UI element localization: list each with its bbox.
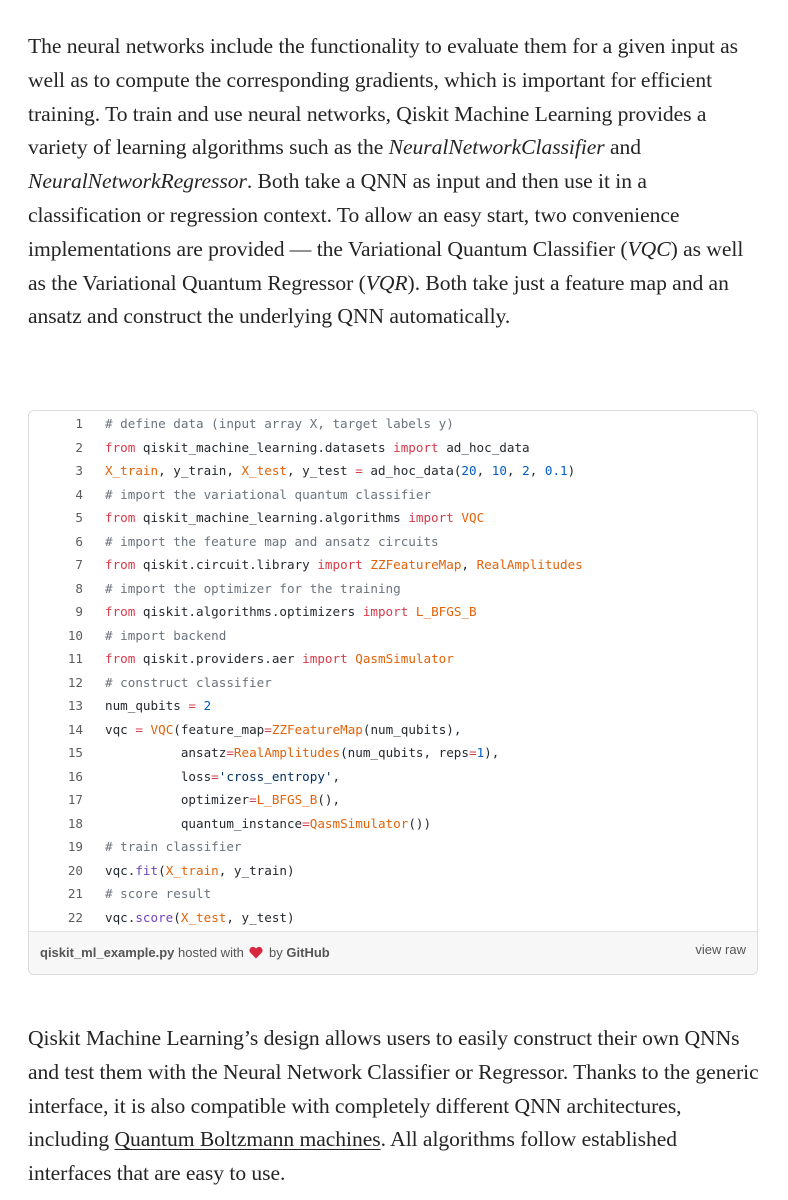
- code-token: (num_qubits, reps: [340, 745, 469, 760]
- code-token: ,: [506, 463, 523, 478]
- code-line: [29, 671, 757, 695]
- code-token: ),: [484, 745, 500, 760]
- code-token: ad_hoc_data: [438, 439, 530, 455]
- code-line: [29, 906, 757, 930]
- code-text: [105, 694, 211, 718]
- code-token: (),: [317, 792, 341, 807]
- code-token: X_test: [241, 463, 287, 478]
- line-number[interactable]: 17: [67, 792, 83, 807]
- paragraph1-segment: NeuralNetworkRegressor: [28, 169, 247, 194]
- code-token: =: [468, 745, 477, 760]
- code-token: =: [302, 815, 310, 831]
- line-number[interactable]: 6: [75, 533, 83, 549]
- paragraph2-segment: . All algorithms follow established interfaces that are easy to use.: [28, 1127, 677, 1186]
- code-token: =: [135, 721, 143, 737]
- line-number[interactable]: 14: [67, 721, 83, 737]
- code-token: # import the variational quantum classifier: [105, 486, 432, 502]
- paragraph1-segment: VQR: [365, 270, 408, 295]
- code-text: [105, 553, 583, 577]
- github-link[interactable]: GitHub: [286, 945, 330, 960]
- code-token: (num_qubits),: [362, 721, 462, 737]
- code-token: [408, 604, 416, 619]
- code-token: loss: [105, 768, 212, 784]
- code-token: import: [408, 510, 454, 525]
- code-text: [105, 459, 575, 483]
- line-number[interactable]: 7: [75, 557, 83, 572]
- code-token: from: [105, 604, 136, 619]
- line-number[interactable]: 10: [67, 627, 83, 643]
- code-token: =: [188, 698, 196, 713]
- code-line: [29, 741, 757, 765]
- code-token: num_qubits: [105, 698, 189, 713]
- code-token: ansatz: [105, 745, 227, 760]
- code-token: from: [105, 439, 136, 455]
- code-token: 20: [461, 463, 477, 478]
- code-line: [29, 624, 757, 648]
- code-token: L_BFGS_B: [415, 604, 477, 619]
- code-text: [105, 624, 226, 648]
- line-number[interactable]: 18: [67, 815, 83, 831]
- code-token: import: [317, 557, 363, 572]
- paragraph1-segment: ). Both take just a feature map and an ansatz and construct the underlying QNN automatically.: [28, 270, 729, 329]
- intro-paragraph: [28, 30, 763, 334]
- code-token: [143, 722, 151, 737]
- code-text: [105, 718, 461, 742]
- code-text: [105, 788, 340, 812]
- code-token: qiskit.algorithms.optimizers: [135, 604, 363, 619]
- code-line: [29, 436, 757, 460]
- code-token: , y_train,: [158, 463, 242, 478]
- code-text: [105, 506, 484, 530]
- code-token: fit: [135, 862, 159, 878]
- code-line: [29, 835, 757, 859]
- gist-hosted-with-text: hosted with: [178, 945, 244, 960]
- code-token: 'cross_entropy': [218, 768, 333, 784]
- code-token: RealAmplitudes: [233, 745, 341, 760]
- code-token: import: [393, 439, 439, 455]
- code-token: =: [226, 745, 234, 760]
- code-line: [29, 600, 757, 624]
- line-number[interactable]: 11: [67, 651, 83, 666]
- gist-meta: [40, 944, 330, 964]
- code-token: RealAmplitudes: [476, 557, 583, 572]
- code-token: L_BFGS_B: [256, 792, 318, 807]
- heart-icon: [249, 946, 263, 964]
- code-token: ZZFeatureMap: [271, 721, 363, 737]
- code-token: vqc.: [105, 909, 136, 925]
- code-token: # import the optimizer for the training: [105, 580, 401, 596]
- code-token: optimizer: [105, 792, 250, 807]
- code-text: [105, 600, 477, 624]
- line-number[interactable]: 5: [75, 510, 83, 525]
- gist-code-area: [29, 411, 757, 932]
- code-text: [105, 577, 401, 601]
- code-line: [29, 718, 757, 742]
- code-token: (: [158, 862, 166, 878]
- code-line: [29, 553, 757, 577]
- github-gist-embed: [28, 410, 758, 975]
- code-token: =: [264, 721, 272, 737]
- code-token: ,: [461, 557, 477, 572]
- code-token: ,: [529, 463, 545, 478]
- line-number[interactable]: 12: [67, 674, 83, 690]
- code-token: VQC: [150, 721, 174, 737]
- code-text: [105, 765, 340, 789]
- code-token: qiskit.circuit.library: [135, 557, 318, 572]
- code-token: ()): [408, 815, 432, 831]
- code-text: [105, 671, 272, 695]
- code-line: [29, 577, 757, 601]
- code-text: [105, 835, 241, 859]
- line-number[interactable]: 1: [75, 416, 83, 431]
- paragraph1-segment: and: [604, 135, 642, 160]
- code-text: [105, 412, 454, 436]
- code-token: QasmSimulator: [309, 815, 409, 831]
- code-token: score: [135, 909, 174, 925]
- code-token: quantum_instance: [105, 815, 303, 831]
- line-number[interactable]: 19: [67, 839, 83, 854]
- code-text: [105, 906, 295, 930]
- code-token: from: [105, 557, 136, 572]
- code-line: [29, 459, 757, 483]
- line-number[interactable]: 16: [67, 768, 83, 784]
- code-token: # define data (input array X, target labels y): [105, 416, 454, 431]
- code-text: [105, 859, 295, 883]
- code-token: import: [362, 604, 409, 619]
- code-token: vqc: [105, 721, 136, 737]
- code-token: ): [567, 463, 576, 478]
- gist-footer: [29, 931, 757, 974]
- code-line: [29, 647, 757, 671]
- code-token: 1: [476, 745, 485, 760]
- code-token: QasmSimulator: [355, 651, 454, 666]
- line-number[interactable]: 2: [75, 439, 83, 455]
- code-token: 2: [522, 463, 530, 478]
- code-token: import: [302, 651, 348, 666]
- code-line: [29, 506, 757, 530]
- code-token: (: [173, 909, 181, 925]
- line-number[interactable]: 20: [67, 862, 83, 878]
- code-token: ZZFeatureMap: [370, 557, 462, 572]
- code-token: qiskit_machine_learning.datasets: [135, 439, 394, 455]
- code-line: [29, 483, 757, 507]
- code-line: [29, 859, 757, 883]
- line-number[interactable]: 13: [67, 698, 83, 713]
- code-line: [29, 412, 757, 436]
- code-token: , y_train): [218, 862, 295, 878]
- design-paragraph: [28, 1022, 763, 1191]
- code-token: VQC: [461, 510, 485, 525]
- code-token: # construct classifier: [105, 674, 272, 690]
- code-token: ,: [332, 768, 341, 784]
- code-token: 10: [491, 463, 507, 478]
- code-text: [105, 647, 454, 671]
- code-token: X_test: [180, 909, 227, 925]
- code-token: =: [355, 463, 363, 478]
- line-number[interactable]: 21: [67, 886, 83, 901]
- paragraph1-segment: . Both take a QNN as input and then use it in a classification or regression context. To allow an easy start, two convenience implementations are provided — the Variational Quantum Classifier (: [28, 169, 680, 261]
- paragraph1-segment: NeuralNetworkClassifier: [388, 135, 605, 160]
- code-line: [29, 530, 757, 554]
- code-token: , y_test): [226, 909, 295, 925]
- code-token: 2: [203, 698, 212, 713]
- code-text: [105, 741, 499, 765]
- code-token: =: [249, 792, 257, 807]
- code-token: (feature_map: [173, 721, 265, 737]
- code-token: X_train: [105, 463, 159, 478]
- paragraph1-segment: VQC: [627, 236, 671, 261]
- code-text: [105, 882, 211, 906]
- view-raw-link[interactable]: view raw: [695, 942, 746, 957]
- code-text: [105, 812, 431, 836]
- line-number[interactable]: 3: [75, 463, 83, 478]
- line-number[interactable]: 9: [75, 604, 83, 619]
- code-token: ,: [476, 463, 492, 478]
- paragraph1-segment: ) as well as the Variational Quantum Regressor (: [28, 236, 744, 295]
- code-line: [29, 765, 757, 789]
- boltzmann-link[interactable]: Quantum Boltzmann machines: [114, 1127, 381, 1152]
- gist-by-text: by: [269, 945, 283, 960]
- code-token: ad_hoc_data(: [362, 463, 462, 478]
- code-token: # import backend: [105, 627, 227, 643]
- code-line: [29, 694, 757, 718]
- code-token: from: [105, 651, 136, 666]
- line-number[interactable]: 22: [67, 909, 83, 925]
- line-number[interactable]: 15: [67, 745, 83, 760]
- code-line: [29, 788, 757, 812]
- code-line: [29, 812, 757, 836]
- code-text: [105, 483, 431, 507]
- code-token: 0.1: [544, 463, 568, 478]
- code-token: , y_test: [286, 463, 356, 478]
- code-token: # import the feature map and ansatz circuits: [105, 533, 439, 549]
- code-token: vqc.: [105, 862, 136, 878]
- code-token: X_train: [165, 862, 219, 878]
- code-text: [105, 436, 530, 460]
- paragraph1-segment: The neural networks include the functionality to evaluate them for a given input as well as to compute the corresponding gradients, which is important for efficient training. To train and use neural networks, Qiskit Machine Learning provides a variety of learning algorithms such as the: [28, 34, 739, 160]
- code-token: [196, 698, 204, 713]
- code-token: qiskit.providers.aer: [135, 651, 303, 666]
- code-token: from: [105, 510, 136, 525]
- line-number[interactable]: 4: [75, 486, 83, 502]
- gist-filename-link[interactable]: qiskit_ml_example.py: [40, 945, 175, 960]
- paragraph2-segment: Qiskit Machine Learning’s design allows users to easily construct their own QNNs and test them with the Neural Network Classifier or Regressor. Thanks to the generic interface, it is also compatible with completely different QNN architectures, including: [28, 1026, 759, 1152]
- code-token: =: [211, 768, 219, 784]
- code-token: # score result: [105, 886, 212, 901]
- code-token: # train classifier: [105, 839, 242, 854]
- code-token: qiskit_machine_learning.algorithms: [135, 510, 409, 525]
- code-line: [29, 882, 757, 906]
- line-number[interactable]: 8: [75, 580, 83, 596]
- code-text: [105, 530, 439, 554]
